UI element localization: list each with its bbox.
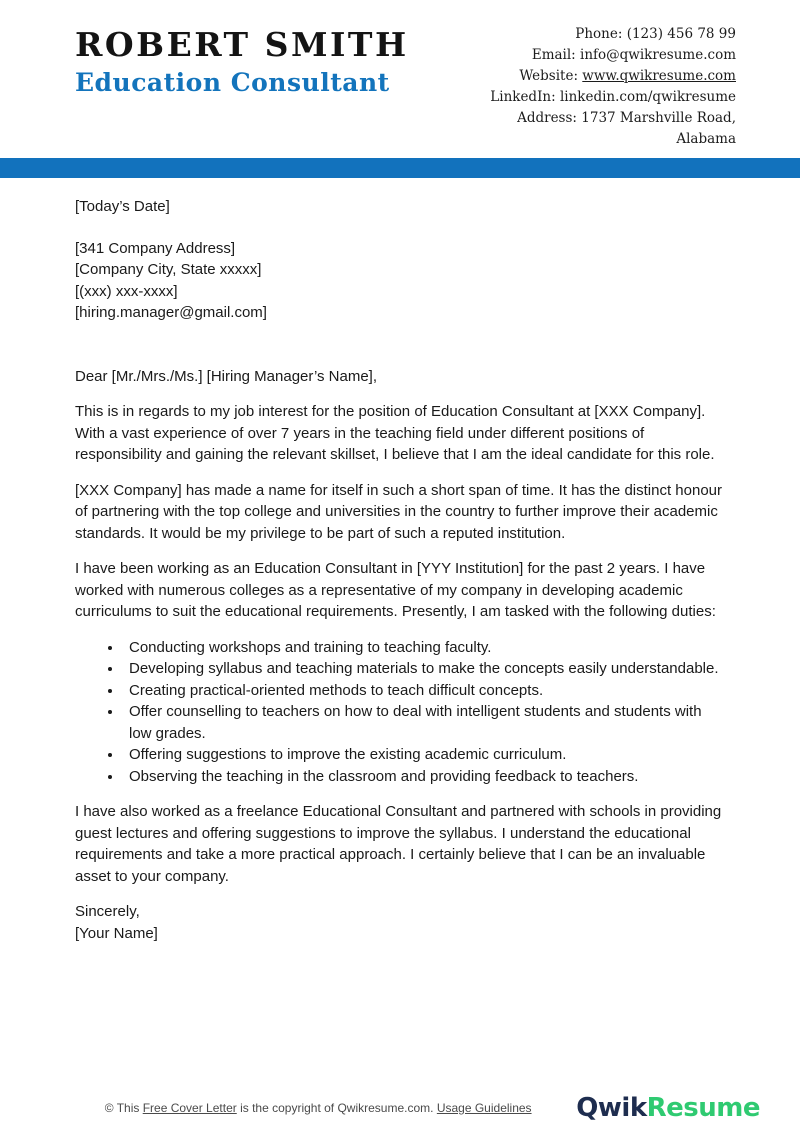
logo-resume: Resume (646, 1093, 760, 1123)
duty-item: • Offer counselling to teachers on how to deal with intelligent students and students with low grades. (123, 701, 723, 744)
recipient-line: [hiring.manager@gmail.com] (75, 304, 267, 321)
contact-value: linkedin.com/qwikresume (559, 89, 736, 105)
paragraph-company: [XXX Company] has made a name for itself in such a short span of time. It has the distinct honour of partnering with the top college and universities in the country to further improve their academic standards. It would be my privilege to be part of such a reputed institution. (75, 481, 722, 542)
contact-value: 1737 Marshville Road, Alabama (581, 110, 736, 147)
signature: [Your Name] (75, 924, 158, 942)
accent-bar (0, 158, 800, 178)
usage-guidelines-link[interactable]: Usage Guidelines (436, 1101, 532, 1115)
paragraph-closing: I have also worked as a freelance Educational Consultant and partnered with schools in providing guest lectures and offering suggestions to improve the syllabus. I understand the educational requirements and take a more practical approach. I certainly believe that I can be an invaluable asset to your company. (75, 803, 722, 885)
duty-item: • Creating practical-oriented methods to teach difficult concepts. (123, 680, 723, 702)
contact-label: Website: (519, 68, 578, 84)
copyright-middle: is the copyright of Qwikresume.com. (236, 1101, 437, 1115)
footer (0, 1093, 800, 1123)
duty-item: • Observing the teaching in the classroom and providing feedback to teachers. (123, 766, 723, 788)
letter-body (0, 178, 723, 944)
person-name: ROBERT SMITH (75, 25, 409, 64)
contact-value: info@qwikresume.com (580, 47, 736, 63)
job-title: Education Consultant (75, 67, 390, 97)
date-line: [Today’s Date] (75, 198, 170, 215)
signoff: Sincerely, (75, 903, 140, 920)
logo-qwik: Qwik (576, 1093, 647, 1123)
copyright-prefix: © This (104, 1101, 143, 1115)
duty-item: • Offering suggestions to improve the existing academic curriculum. (123, 744, 723, 766)
qwikresume-logo (576, 1093, 760, 1123)
paragraph-experience: I have been working as an Education Consultant in [YYY Institution] for the past 2 years. I have worked with numerous colleges as a representative of my company in developing academic curriculums to suit the educational requirements. Presently, I am tasked with the following duties: (75, 560, 716, 620)
header (0, 0, 800, 158)
contact-value: (123) 456 78 99 (626, 26, 736, 42)
duties-list (75, 637, 723, 788)
contact-line-phone (464, 24, 736, 45)
contact-line-address (464, 108, 736, 150)
salutation: Dear [Mr./Mrs./Ms.] [Hiring Manager’s Name], (75, 367, 378, 385)
identity-block (75, 22, 409, 97)
copyright-text (80, 1101, 556, 1115)
contact-line-website (464, 66, 736, 87)
recipient-block (75, 238, 723, 324)
contact-label: Phone: (575, 26, 623, 42)
recipient-line: [Company City, State xxxxx] (75, 261, 262, 278)
contact-info (464, 22, 736, 150)
contact-line-linkedin (464, 87, 736, 108)
duty-item: • Developing syllabus and teaching materials to make the concepts easily understandable. (123, 658, 723, 680)
contact-line-email (464, 45, 736, 66)
free-cover-letter-link[interactable]: Free Cover Letter (142, 1101, 237, 1115)
recipient-line: [341 Company Address] (75, 239, 236, 257)
contact-label: LinkedIn: (490, 89, 556, 105)
duty-item: • Conducting workshops and training to teaching faculty. (123, 637, 723, 659)
contact-label: Email: (531, 47, 576, 63)
paragraph-intro: This is in regards to my job interest for the position of Education Consultant at [XXX Company]. With a vast experience of over 7 years in the teaching field under different positions of responsibility and gaining the relevant skillset, I believe that I am the ideal candidate for this role. (75, 403, 715, 463)
website-link[interactable]: www.qwikresume.com (582, 68, 736, 84)
recipient-line: [(xxx) xxx-xxxx] (75, 282, 178, 300)
contact-label: Address: (517, 110, 577, 126)
